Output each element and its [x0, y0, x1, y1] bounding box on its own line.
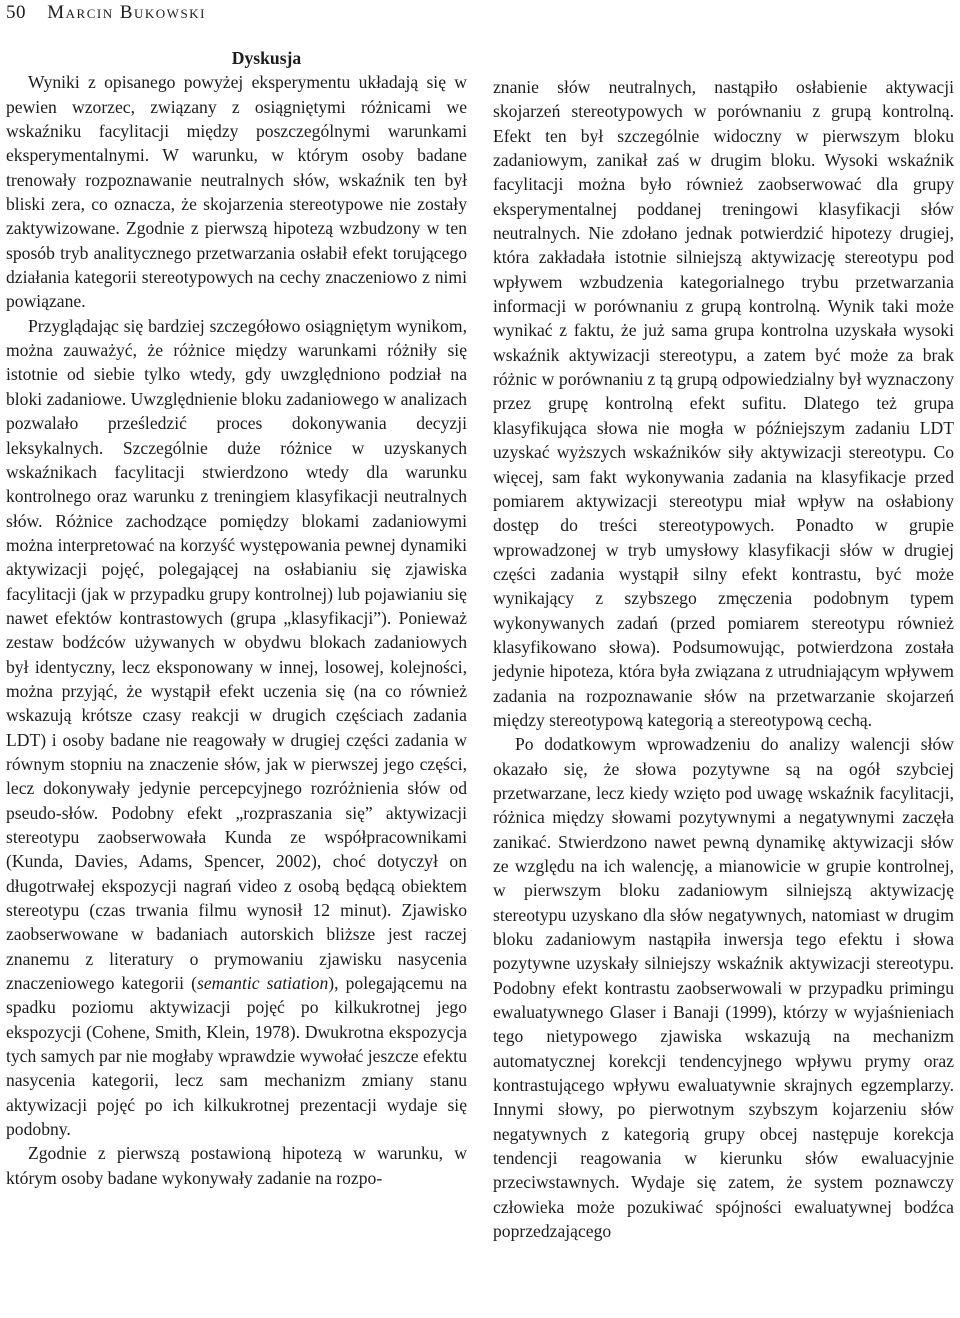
italic-term: semantic satiation	[197, 973, 329, 994]
page-number: 50	[6, 2, 26, 23]
paragraph-text: ), polegającemu na spadku poziomu aktywizacji pojęć po kilkukrotnej jego ekspozycji (Cohene, Smith, Klein, 1978). Dwukrotna ekspozycja tych samych par nie mogłaby wprawdzie wywołać jeszcze efektu nasycenia kategorii, lecz sam mechanizm zmiany stanu aktywizacji pojęć po ich kilkukrotnej prezentacji wydaje się podobny.	[6, 973, 467, 1140]
paragraph: znanie słów neutralnych, nastąpiło osłabienie aktywacji skojarzeń stereotypowych w porównaniu z grupą kontrolną. Efekt ten był szczególnie widoczny w pierwszym bloku zadaniowym, zanikał zaś w drugim bloku. Wysoki wskaźnik facylitacji można było również zaobserwować dla grupy eksperymentalnej poddanej treningowi klasyfikacji słów neutralnych. Nie zdołano jednak potwierdzić hipotezy drugiej, która zakładała istotnie silniejszą aktywizację stereotypu pod wpływem wzbudzenia kategorialnego trybu przetwarzania informacji w porównaniu z grupą kontrolną. Wynik taki może wynikać z faktu, że już sama grupa kontrolna uzyskała wysoki wskaźnik aktywizacji stereotypu, a zatem być może za brak różnic w porównaniu z tą grupą odpowiedzialny był wyznaczony przez grupę kontrolną efekt sufitu. Dlatego też grupa klasyfikująca słowa nie mogła w późniejszym zadaniu LDT uzyskać wyższych wskaźników siły aktywizacji stereotypu. Co więcej, sam fakt wykonywania zadania na klasyfikacje przed pomiarem aktywizacji stereotypu miał wpływ na osłabiony dostęp do treści stereotypowych. Ponadto w grupie wprowadzonej w tryb umysłowy klasyfikacji słów w drugiej części zadania wystąpił silny efekt kontrastu, być może wynikający z szybszego zmęczenia podobnym typem wykonywanych zadań (przed pomiarem stereotypu również klasyfikowano słowa). Podsumowując, potwierdzona została jedynie hipoteza, która była związana z utrudniającym wpływem zadania na rozpoznawanie słów na przetwarzanie skojarzeń między stereotypową kategorią a stereotypową cechą.	[493, 77, 954, 730]
running-head	[6, 0, 206, 28]
left-column	[6, 46, 467, 1190]
paragraph: Zgodnie z pierwszą postawioną hipotezą w warunku, w którym osoby badane wykonywały zadanie na rozpo-	[6, 1143, 467, 1188]
paragraph	[6, 314, 467, 1142]
paragraph: Wyniki z opisanego powyżej eksperymentu układają się w pewien wzorzec, związany z osiągniętymi różnicami we wskaźniku facylitacji między poszczególnymi warunkami eksperymentalnymi. W warunku, w którym osoby badane trenowały rozpoznawanie neutralnych słów, wskaźnik ten był bliski zera, co oznacza, że skojarzenia stereotypowe nie zostały zaktywizowane. Zgodnie z pierwszą hipotezą wzbudzony w ten sposób tryb analitycznego przetwarzania osłabił efekt torującego działania kategorii stereotypowych na cechy znaczeniowo z nimi powiązane.	[6, 72, 467, 312]
right-column	[493, 75, 954, 1244]
paragraph-text: Przyglądając się bardziej szczegółowo osiągniętym wynikom, można zauważyć, że różnice między warunkami różniły się istotnie od siebie tylko wtedy, gdy uwzględniono podział na bloki zadaniowe. Uwzględnienie bloku zadaniowego w analizach pozwalało prześledzić proces dokonywania decyzji leksykalnych. Szczególnie duże różnice w uzyskanych wskaźnikach facylitacji stwierdzono wtedy dla warunku kontrolnego oraz warunku z treningiem klasyfikacji neutralnych słów. Różnice zachodzące pomiędzy blokami zadaniowymi można interpretować na korzyść występowania pewnej dynamiki aktywizacji pojęć, polegającej na osłabianiu się zjawiska facylitacji (jak w przypadku grupy kontrolnej) lub pojawianiu się nawet efektów kontrastowych (grupa „klasyfikacji”). Ponieważ zestaw bodźców używanych w obydwu blokach zadaniowych był identyczny, lecz eksponowany w innej, losowej, kolejności, można przyjąć, że wystąpił efekt uczenia się (na co również wskazują krótsze czasy reakcji w drugich częściach zadania LDT) i osoby badane nie reagowały w drugiej części zadania w równym stopniu na znaczenie słów, jak w pierwszej jego części, lecz dokonywały jedynie percepcyjnego rozróżnienia słów od pseudo-słów. Podobny efekt „rozpraszania się” aktywizacji stereotypu zaobserwowała Kunda ze współpracownikami (Kunda, Davies, Adams, Spencer, 2002), choć dotyczył on długotrwałej ekspozycji nagrań video z osobą będącą obiektem stereotypu (czas trwania filmu wynosił 12 minut). Zjawisko zaobserwowane w badaniach autorskich bliższe jest raczej znanemu z literatury o prymowaniu zjawisku nasycenia znaczeniowego kategorii (	[6, 315, 467, 994]
section-title: Dyskusja	[231, 48, 302, 68]
author-name: Marcin Bukowski	[47, 2, 206, 23]
paragraph: Po dodatkowym wprowadzeniu do analizy walencji słów okazało się, że słowa pozytywne są na ogół szybciej przetwarzane, lecz kiedy wzięto pod uwagę wskaźnik facylitacji, różnica między słowami pozytywnymi a negatywnymi zaczęła zanikać. Stwierdzono nawet pewną dynamikę aktywizacji słów ze względu na ich walencję, a mianowicie w grupie kontrolnej, w pierwszym bloku zadaniowym silniejszą aktywizację stereotypu uzyskano dla słów negatywnych, natomiast w drugim bloku zadaniowym nastąpiła inwersja tego efektu i słowa pozytywne uzyskały silniejszy wskaźnik aktywizacji stereotypu. Podobny efekt kontrastu zaobserwowali w przypadku primingu ewaluatywnego Glaser i Banaji (1999), którzy w wyjaśnieniach tego nietypowego zjawiska wskazują na mechanizm automatycznej korekcji tendencyjnego wpływu prymy oraz kontrastującego wpływu ewaluatywnie skrajnych egzemplarzy. Innymi słowy, po pierwotnym szybszym kojarzeniu słów negatywnych z kategorią grupy obcej następuje korekcja tendencji reagowania w kierunku słów ewaluacyjnie przeciwstawnych. Wydaje się zatem, że system poznawczy człowieka może pozukiwać spójności ewaluatywnej bodźca poprzedzającego	[493, 734, 954, 1242]
